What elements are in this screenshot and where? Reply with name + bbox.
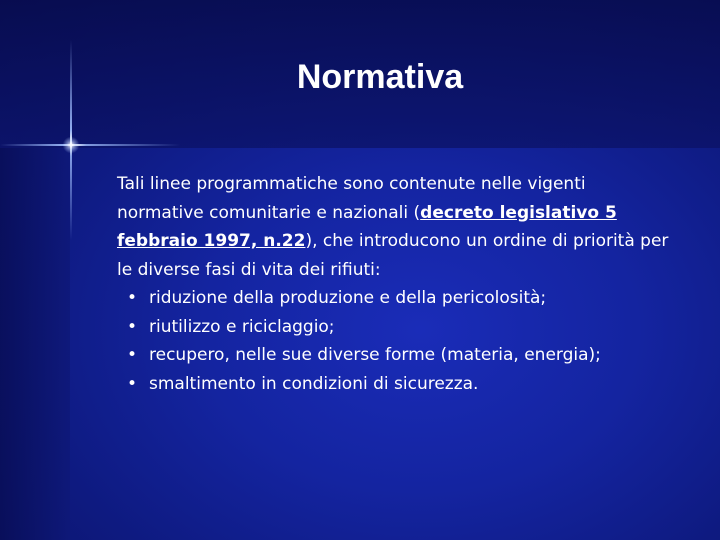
star-flare-icon [62, 137, 80, 153]
intro-paragraph [117, 170, 677, 284]
list-item [117, 341, 677, 370]
slide-body [117, 170, 677, 398]
list-item-text: riutilizzo e riciclaggio; [149, 316, 335, 337]
decreto-link[interactable]: decreto legislativo 5 febbraio 1997, n.22 [117, 202, 617, 251]
bullet-icon: • [127, 345, 138, 365]
list-item [117, 370, 677, 399]
light-flare-horizontal [0, 144, 180, 146]
intro-text-before: Tali linee programmatiche sono contenute nelle vigenti normative comunitarie e nazionali ( [117, 174, 586, 223]
bullet-icon: • [127, 373, 138, 394]
intro-text-after: ), che introducono un ordine di priorità per le diverse fasi di vita dei rifiuti: [117, 231, 669, 280]
bullet-icon: • [127, 288, 138, 308]
slide-title: Normativa [296, 58, 464, 96]
list-item-text: riduzione della produzione e della pericolosità; [149, 288, 547, 308]
list-item-text: smaltimento in condizioni di sicurezza. [149, 373, 479, 394]
list-item [117, 313, 677, 342]
left-band [0, 148, 70, 540]
list-item [117, 284, 677, 313]
bullet-icon: • [127, 316, 138, 337]
list-item-text: recupero, nelle sue diverse forme (materia, energia); [149, 345, 601, 365]
priority-list [117, 284, 677, 398]
